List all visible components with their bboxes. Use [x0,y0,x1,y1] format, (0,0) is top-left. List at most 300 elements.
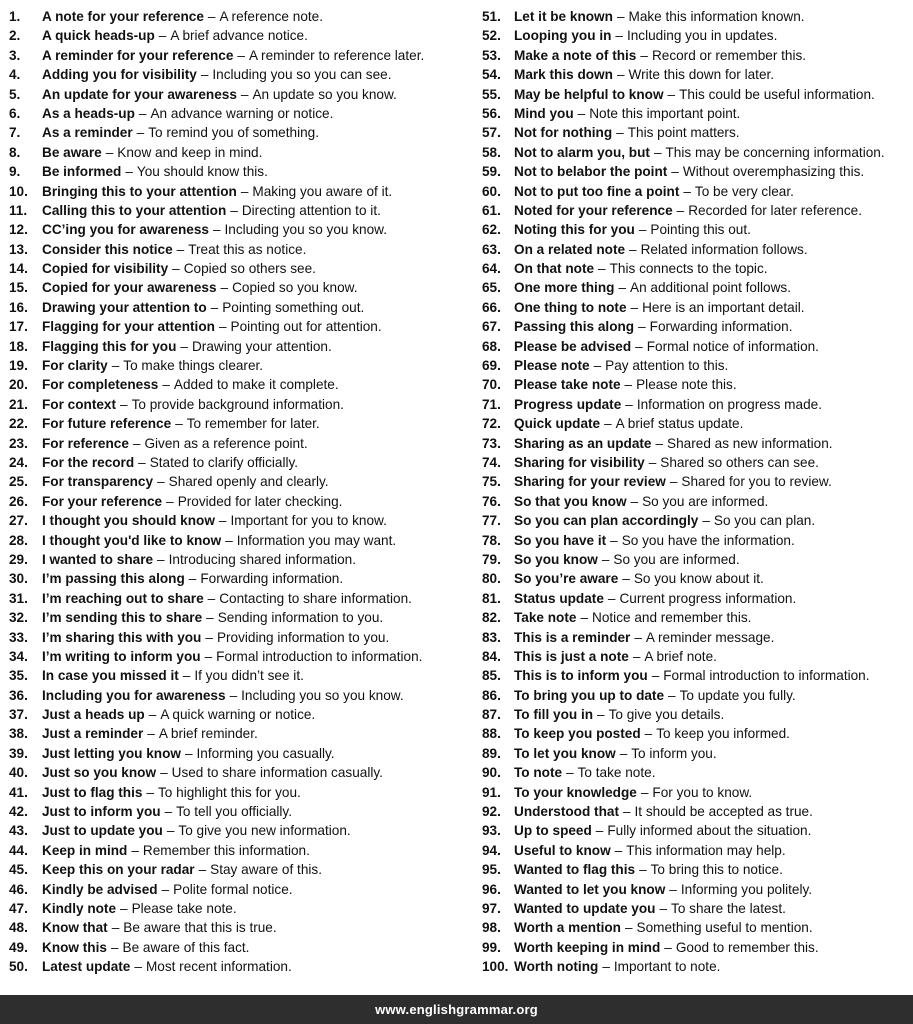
list-item [9,375,478,394]
item-phrase: CC’ing you for awareness [42,222,209,238]
item-number: 37. [9,707,28,723]
item-phrase: Keep in mind [42,842,128,858]
item-number: 14. [9,261,28,277]
item-text [42,550,356,569]
item-meaning: Introducing shared information. [168,551,357,567]
list-item [9,802,478,821]
item-text [42,143,262,162]
list-item [482,298,912,317]
item-phrase: I’m sending this to share [42,610,203,626]
item-meaning: Including you so you know. [241,687,404,703]
item-phrase: Understood that [514,804,619,820]
item-phrase: Just letting you know [42,745,181,761]
item-text [514,240,808,259]
item-number: 6. [9,105,21,121]
footer-website[interactable]: www.englishgrammar.org [375,1002,538,1017]
item-meaning: It should be accepted as true. [634,804,813,820]
item-number: 10. [9,183,28,199]
list-item [9,666,478,685]
list-item [482,589,912,608]
item-text [42,162,268,181]
item-meaning: Including you in updates. [626,28,778,44]
list-item [482,511,912,530]
item-number: 65. [482,280,501,296]
item-text [514,569,764,588]
item-number: 29. [9,551,28,567]
list-item [9,182,478,201]
item-phrase: Mark this down [514,67,613,83]
item-number: 35. [9,668,28,684]
item-text [42,918,277,937]
item-phrase: Just so you know [42,765,157,781]
item-text [514,337,819,356]
list-item [482,259,912,278]
item-text [42,259,316,278]
item-text [42,938,249,957]
item-phrase: Wanted to update you [514,900,656,916]
item-dash: – [172,261,180,277]
item-phrase: On that note [514,261,595,277]
item-text [42,880,293,899]
list-item [9,744,478,763]
item-number: 43. [9,823,28,839]
item-meaning: So you are informed. [613,551,740,567]
item-number: 7. [9,125,21,141]
item-meaning: A reference note. [219,9,324,24]
item-dash: – [184,745,193,761]
item-meaning: An additional point follows. [630,280,791,296]
item-text [514,783,752,802]
item-phrase: As a heads-up [42,105,135,121]
item-number: 57. [482,125,501,141]
item-meaning: Forwarding information. [200,571,344,587]
item-dash: – [615,28,623,44]
list-item [9,298,478,317]
item-dash: – [566,765,574,781]
item-dash: – [205,629,213,645]
item-text [514,860,783,879]
item-meaning: Drawing your attention. [191,338,332,354]
item-phrase: For context [42,396,117,412]
item-number: 76. [482,493,501,509]
item-phrase: A note for your reference [42,9,204,24]
item-text [42,628,389,647]
item-text [42,744,335,763]
item-number: 78. [482,532,501,548]
item-dash: – [182,668,191,684]
item-phrase: This is to inform you [514,668,648,684]
item-dash: – [667,86,676,102]
list-item [482,123,912,142]
item-number: 36. [9,687,28,703]
list-item [482,201,912,220]
list-item [482,531,912,550]
item-number: 13. [9,241,28,257]
item-phrase: Mind you [514,105,574,121]
item-meaning: So you have the information. [621,532,795,548]
item-meaning: An update so you know. [252,86,397,102]
item-dash: – [240,86,249,102]
item-phrase: Passing this along [514,319,635,335]
list-item [482,569,912,588]
item-phrase: Sharing as an update [514,435,652,451]
item-text [514,918,813,937]
item-dash: – [622,804,631,820]
item-text [42,278,358,297]
item-meaning: Pointing this out. [650,222,751,238]
item-phrase: Useful to know [514,842,611,858]
item-phrase: Adding you for visibility [42,67,197,83]
list-item [9,957,478,976]
item-text [42,104,333,123]
item-dash: – [206,610,214,626]
list-item [482,220,912,239]
item-text [42,220,387,239]
item-number: 83. [482,629,501,645]
item-dash: – [161,881,170,897]
item-text [42,511,387,530]
item-text [514,880,812,899]
list-item [482,763,912,782]
item-phrase: To bring you up to date [514,687,665,703]
item-dash: – [604,416,612,432]
item-phrase: Noting this for you [514,222,635,238]
item-text [42,647,422,666]
item-text [514,65,774,84]
list-item [482,434,912,453]
item-phrase: Wanted to flag this [514,862,636,878]
item-number: 50. [9,959,28,975]
item-phrase: Status update [514,590,604,606]
item-dash: – [198,862,207,878]
item-text [514,666,870,685]
list-item [9,317,478,336]
item-dash: – [655,435,664,451]
item-number: 61. [482,202,501,218]
item-number: 42. [9,804,28,820]
list-item [482,744,912,763]
item-dash: – [634,629,642,645]
item-text [42,666,304,685]
list-item [482,918,912,937]
item-text [514,841,786,860]
item-text [514,686,796,705]
item-dash: – [218,513,227,529]
item-dash: – [105,144,114,160]
item-phrase: Sharing for your review [514,474,666,490]
item-meaning: Information on progress made. [636,396,822,412]
item-meaning: To make things clearer. [123,358,264,374]
item-text [514,938,819,957]
item-text [42,957,292,976]
item-meaning: An advance warning or notice. [150,105,334,121]
item-phrase: Make a note of this [514,47,637,63]
item-dash: – [120,396,128,412]
item-meaning: So you are informed. [642,493,769,509]
item-number: 94. [482,842,501,858]
item-meaning: Pay attention to this. [605,358,729,374]
item-dash: – [207,590,216,606]
item-text [514,143,885,162]
item-text [42,356,263,375]
item-number: 85. [482,668,501,684]
item-dash: – [166,823,175,839]
list-item [9,104,478,123]
item-meaning: Shared openly and clearly. [168,474,329,490]
item-text [42,182,392,201]
list-item [9,763,478,782]
item-meaning: Pointing something out. [222,299,365,315]
item-dash: – [160,765,168,781]
item-meaning: Current progress information. [619,590,797,606]
item-dash: – [622,571,630,587]
item-phrase: Bringing this to your attention [42,183,237,199]
list-item [482,317,912,336]
item-number: 33. [9,629,28,645]
item-dash: – [218,319,227,335]
item-phrase: Be aware [42,144,102,160]
item-phrase: In case you missed it [42,668,179,684]
item-dash: – [200,67,209,83]
item-dash: – [610,532,618,548]
item-number: 56. [482,105,501,121]
item-phrase: Worth keeping in mind [514,939,661,955]
item-number: 46. [9,881,28,897]
item-meaning: Be aware that this is true. [123,920,277,936]
item-text [42,453,298,472]
item-meaning: Please take note. [131,900,237,916]
list-item [482,938,912,957]
item-meaning: Make this information known. [628,9,805,24]
item-dash: – [148,707,157,723]
item-dash: – [225,532,233,548]
item-text [514,453,819,472]
item-number: 91. [482,784,501,800]
item-number: 87. [482,707,501,723]
list-item [9,123,478,142]
item-phrase: Wanted to let you know [514,881,666,897]
item-dash: – [237,47,245,63]
item-number: 8. [9,144,21,160]
item-number: 44. [9,842,28,858]
item-number: 73. [482,435,501,451]
item-meaning: Pointing out for attention. [230,319,382,335]
item-dash: – [602,959,610,975]
item-phrase: Flagging for your attention [42,319,215,335]
item-phrase: Consider this notice [42,241,173,257]
item-meaning: A brief reminder. [158,726,258,742]
list-item [9,220,478,239]
item-meaning: Shared so others can see. [660,454,819,470]
item-dash: – [671,164,679,180]
item-meaning: Used to share information casually. [171,765,383,781]
list-item [9,550,478,569]
item-text [42,821,351,840]
item-dash: – [207,9,216,24]
item-number: 88. [482,726,501,742]
item-dash: – [614,842,623,858]
item-text [514,511,815,530]
item-meaning: To take note. [577,765,656,781]
item-dash: – [230,202,238,218]
list-item [9,918,478,937]
item-dash: – [166,493,174,509]
item-number: 45. [9,862,28,878]
item-phrase: I’m passing this along [42,571,185,587]
item-phrase: I thought you should know [42,513,215,529]
item-text [514,298,805,317]
item-meaning: This point matters. [627,125,740,141]
item-dash: – [120,900,128,916]
item-meaning: Related information follows. [640,241,808,257]
item-meaning: Copied so you know. [232,280,358,296]
item-phrase: For the record [42,454,135,470]
item-number: 90. [482,765,501,781]
item-phrase: Worth a mention [514,920,621,936]
item-dash: – [640,47,648,63]
item-number: 68. [482,338,501,354]
list-item [9,240,478,259]
item-text [42,608,383,627]
item-text [42,492,342,511]
item-text [514,414,743,433]
item-phrase: I wanted to share [42,551,154,567]
item-meaning: Notice and remember this. [592,610,752,626]
item-text [42,841,310,860]
item-meaning: Shared for you to review. [681,474,832,490]
item-number: 5. [9,86,21,102]
item-dash: – [625,396,633,412]
list-item [482,686,912,705]
item-meaning: Contacting to share information. [219,590,412,606]
item-text [42,85,397,104]
item-dash: – [188,571,197,587]
item-meaning: Know and keep in mind. [117,144,263,160]
item-number: 89. [482,745,501,761]
item-dash: – [630,493,639,509]
item-phrase: To your knowledge [514,784,637,800]
item-phrase: Not for nothing [514,125,613,141]
item-text [514,608,751,627]
item-dash: – [630,299,639,315]
item-phrase: Not to put too fine a point [514,183,680,199]
item-dash: – [176,241,185,257]
item-phrase: Drawing your attention to [42,299,207,315]
list-item [9,259,478,278]
item-phrase: Sharing for visibility [514,454,645,470]
list-item [482,666,912,685]
item-meaning: Please note this. [636,377,737,393]
item-number: 77. [482,513,501,529]
item-meaning: Formal notice of information. [646,338,819,354]
item-meaning: Including you so you know. [224,222,387,238]
list-item [482,492,912,511]
item-meaning: Note this important point. [589,105,741,121]
item-meaning: This may be concerning information. [665,144,885,160]
item-text [42,434,308,453]
item-number: 72. [482,416,501,432]
item-dash: – [629,241,637,257]
item-phrase: So you have it [514,532,607,548]
item-phrase: As a reminder [42,125,133,141]
list-item [9,880,478,899]
list-item [482,880,912,899]
item-phrase: So you’re aware [514,571,619,587]
item-phrase: To keep you posted [514,726,641,742]
list-item [9,569,478,588]
item-number: 54. [482,67,501,83]
list-item [9,492,478,511]
item-number: 19. [9,358,28,374]
item-meaning: To be very clear. [694,183,794,199]
list-item [9,26,478,45]
item-number: 67. [482,319,501,335]
item-dash: – [175,416,183,432]
item-dash: – [229,687,238,703]
item-phrase: So that you know [514,493,627,509]
item-dash: – [639,862,647,878]
item-text [42,802,292,821]
item-phrase: Let it be known [514,9,613,24]
item-number: 48. [9,920,28,936]
item-phrase: Please be advised [514,338,632,354]
list-item [9,472,478,491]
item-meaning: Formal introduction to information. [216,648,423,664]
list-item [482,453,912,472]
item-meaning: Formal introduction to information. [663,668,870,684]
item-meaning: Without overemphasizing this. [682,164,865,180]
item-meaning: Be aware of this fact. [122,939,250,955]
item-dash: – [136,125,145,141]
item-text [514,220,751,239]
item-dash: – [668,687,676,703]
item-number: 66. [482,299,501,315]
item-meaning: So you know about it. [633,571,764,587]
item-text [514,744,717,763]
item-number: 98. [482,920,501,936]
list-item [482,841,912,860]
item-phrase: To fill you in [514,707,594,723]
list-item [482,375,912,394]
item-dash: – [669,474,678,490]
item-meaning: A brief note. [644,648,717,664]
item-number: 41. [9,784,28,800]
item-text [514,628,774,647]
item-meaning: Polite formal notice. [173,881,293,897]
item-phrase: Flagging this for you [42,338,177,354]
item-number: 93. [482,823,501,839]
item-meaning: Directing attention to it. [241,202,381,218]
item-meaning: This information may help. [626,842,786,858]
item-number: 15. [9,280,28,296]
item-text [514,26,777,45]
item-text [42,46,424,65]
item-text [514,550,740,569]
item-meaning: Informing you politely. [680,881,813,897]
item-text [514,162,864,181]
item-number: 47. [9,900,28,916]
item-meaning: To remind you of something. [148,125,319,141]
item-meaning: A quick warning or notice. [160,707,316,723]
item-phrase: For clarity [42,358,108,374]
item-meaning: To inform you. [631,745,717,761]
item-number: 11. [9,202,28,218]
item-number: 75. [482,474,501,490]
list-item [9,356,478,375]
item-text [42,783,301,802]
item-meaning: To keep you informed. [656,726,790,742]
item-text [514,763,655,782]
